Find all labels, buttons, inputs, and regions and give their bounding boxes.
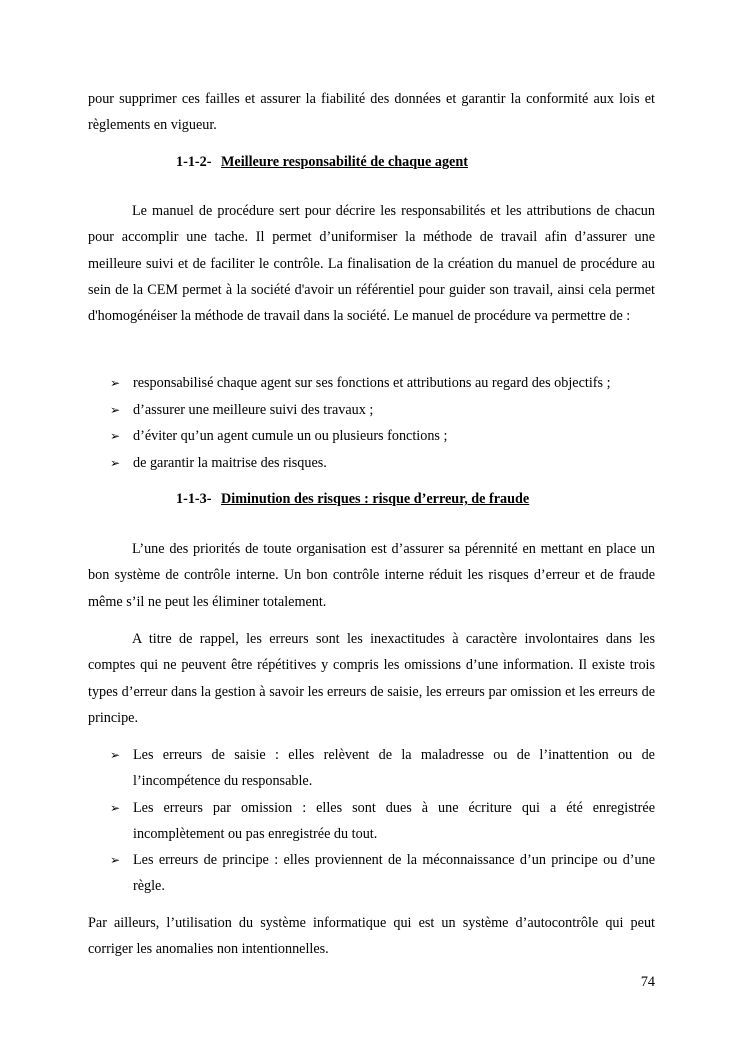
list-item	[108, 370, 655, 397]
list-item	[108, 847, 655, 900]
list-item-text: responsabilisé chaque agent sur ses fonctions et attributions au regard des objectifs ;	[133, 375, 611, 391]
responsibility-bullet-list	[108, 370, 655, 476]
page-number: 74	[640, 974, 655, 990]
list-item-text: Les erreurs de saisie : elles relèvent de la maladresse ou de l’inattention ou de l’incompétence du responsable.	[133, 747, 655, 790]
error-types-bullet-list	[108, 742, 655, 900]
list-item	[108, 795, 655, 848]
risk-paragraph-1: L’une des priorités de toute organisation est d’assurer sa pérennité en mettant en place un bon système de contrôle interne. Un bon contrôle interne réduit les risques d’erreur et de fraude même s’il ne peut les éliminer totalement.	[88, 541, 655, 610]
risk-paragraph-2: A titre de rappel, les erreurs sont les inexactitudes à caractère involontaires dans les comptes qui ne peuvent être répétitives y compris les omissions d’une information. Il existe trois types d’erreur dans la gestion à savoir les erreurs de saisie, les erreurs par omission et les erreurs de principe.	[88, 631, 655, 726]
list-item	[108, 397, 655, 424]
section-title: Meilleure responsabilité de chaque agent	[221, 154, 468, 170]
responsibility-paragraph: Le manuel de procédure sert pour décrire les responsabilités et les attributions de chacun pour accomplir une tache. Il permet d’uniformiser la méthode de travail afin d’assurer une meilleure suivi et de faciliter le contrôle. La finalisation de la création du manuel de procédure au sein de la CEM permet à la société d'avoir un référentiel pour guider son travail, ainsi cela permet d'homogénéiser la méthode de travail dans la société. Le manuel de procédure va permettre de :	[88, 203, 655, 325]
list-item-text: d’assurer une meilleure suivi des travaux ;	[133, 401, 374, 418]
list-item	[108, 450, 655, 477]
arrow-bullet-icon: ➢	[110, 748, 121, 762]
list-item-text: Les erreurs par omission : elles sont dues à une écriture qui a été enregistrée incomplètement ou pas enregistrée du tout.	[133, 799, 655, 842]
arrow-bullet-icon: ➢	[110, 455, 121, 470]
section-heading-1-1-3	[176, 489, 529, 509]
list-item	[108, 742, 655, 795]
section-number: 1-1-2-	[176, 154, 212, 170]
list-item-text: Les erreurs de principe : elles proviennent de la méconnaissance d’un principe ou d’une règle.	[133, 852, 655, 895]
arrow-bullet-icon: ➢	[110, 853, 121, 868]
list-item-text: de garantir la maitrise des risques.	[133, 454, 327, 471]
section-title: Diminution des risques : risque d’erreur, de fraude	[221, 491, 530, 507]
arrow-bullet-icon: ➢	[110, 376, 121, 390]
closing-paragraph: Par ailleurs, l’utilisation du système informatique qui est un système d’autocontrôle qui peut corriger les anomalies non intentionnelles.	[88, 915, 655, 958]
arrow-bullet-icon: ➢	[110, 800, 121, 815]
intro-paragraph: pour supprimer ces failles et assurer la fiabilité des données et garantir la conformité aux lois et règlements en vigueur.	[88, 91, 655, 134]
list-item	[108, 423, 655, 450]
arrow-bullet-icon: ➢	[110, 429, 121, 443]
section-number: 1-1-3-	[176, 491, 212, 507]
arrow-bullet-icon: ➢	[110, 402, 121, 417]
section-heading-1-1-2	[176, 152, 468, 172]
list-item-text: d’éviter qu’un agent cumule un ou plusieurs fonctions ;	[133, 428, 448, 444]
